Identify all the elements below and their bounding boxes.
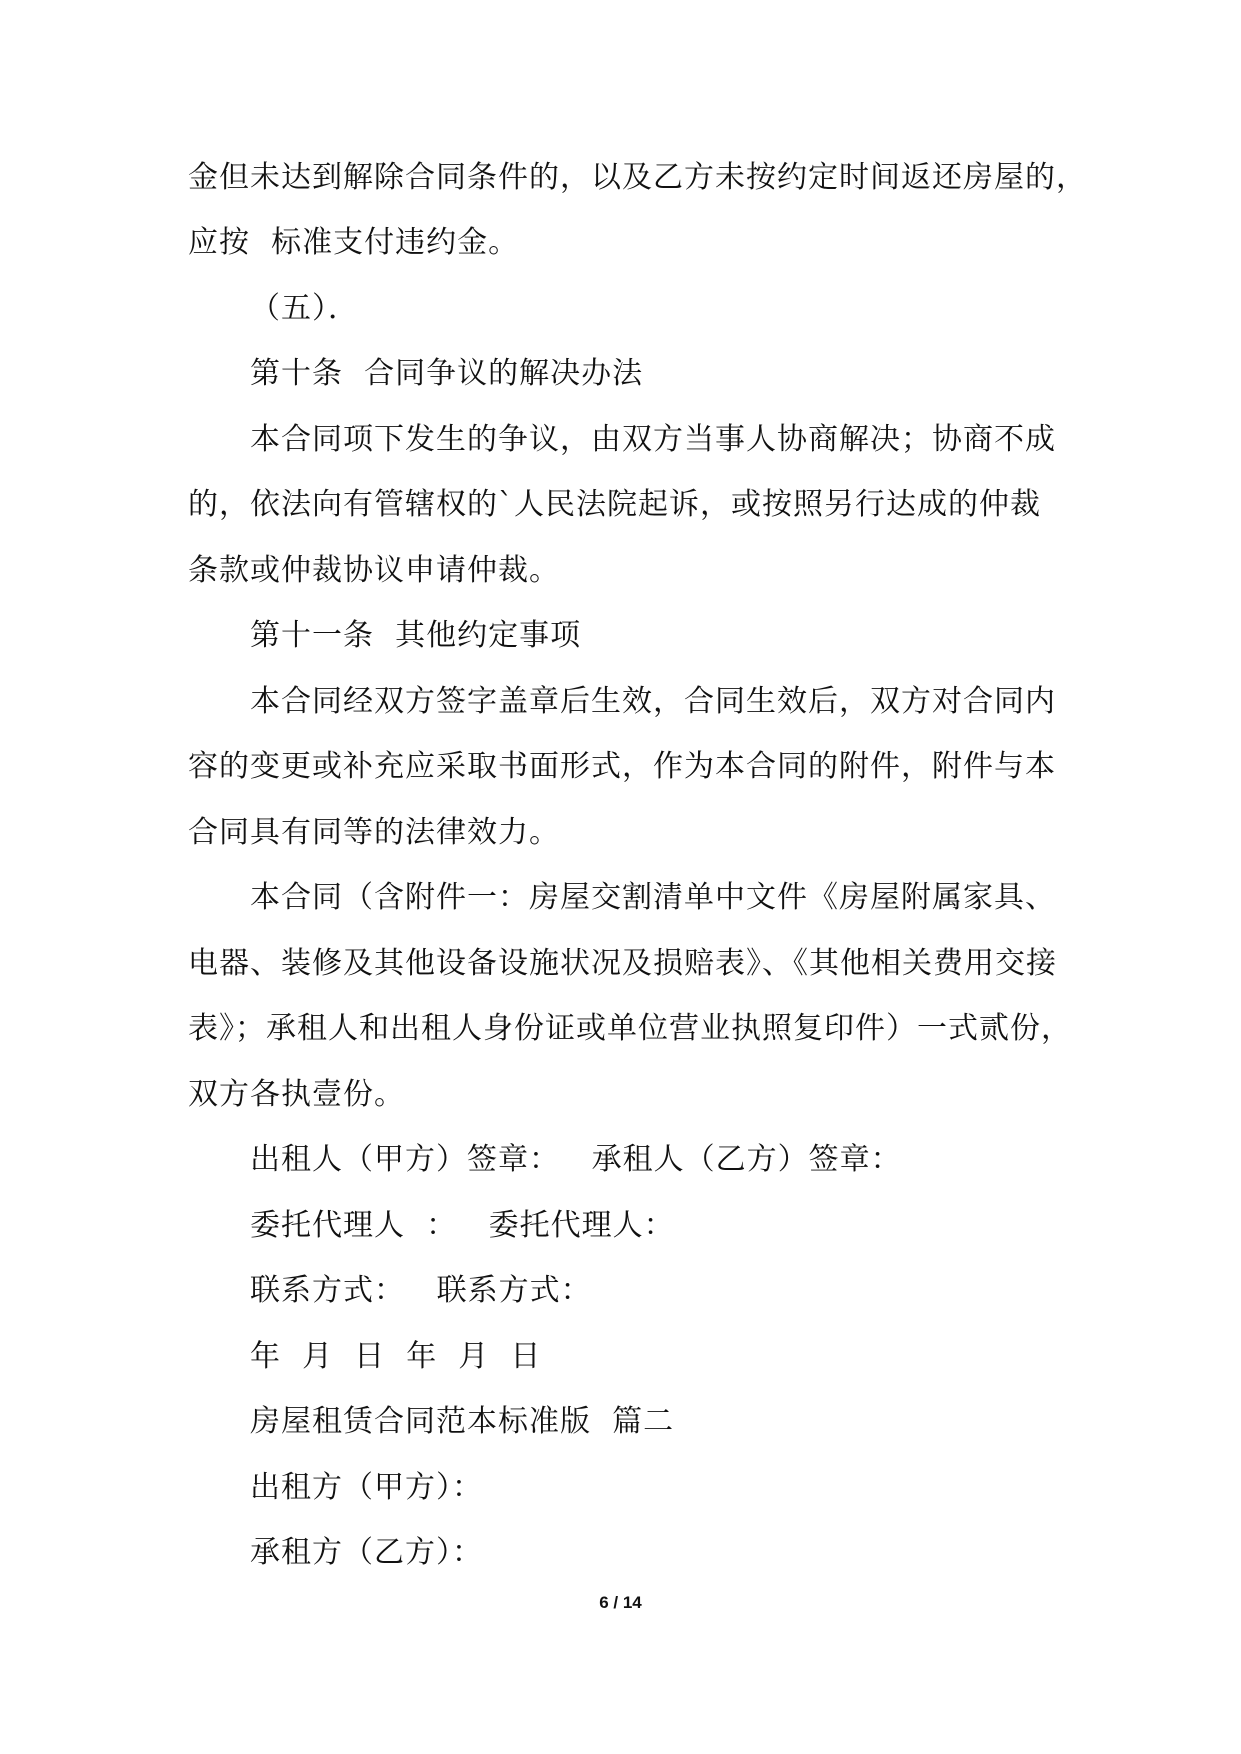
date-line: 年 月 日 年 月 日 [250, 1339, 542, 1374]
body-text-line: 电器、装修及其他设备设施状况及损赔表》、《其他相关费用交接 [188, 946, 1057, 981]
contact-line: 联系方式： 联系方式： [250, 1273, 592, 1308]
body-text-line: 应按 标准支付违约金。 [188, 225, 520, 260]
body-text-line: 合同具有同等的法律效力。 [188, 815, 560, 850]
section-number: （五）． [250, 291, 359, 326]
body-text-line: 本合同经双方签字盖章后生效，合同生效后，双方对合同内 [250, 684, 1056, 719]
body-text-line: 容的变更或补充应采取书面形式，作为本合同的附件，附件与本 [188, 749, 1056, 784]
body-text-line: 金但未达到解除合同条件的，以及乙方未按约定时间返还房屋的， [188, 160, 1087, 195]
article-heading: 第十一条 其他约定事项 [250, 618, 582, 653]
body-text-line: 表》；承租人和出租人身份证或单位营业执照复印件）一式贰份， [188, 1011, 1072, 1046]
body-text-line: 本合同项下发生的争议，由双方当事人协商解决；协商不成 [250, 422, 1056, 457]
party-a-line: 出租方（甲方）： [250, 1470, 483, 1505]
page-number: 6 / 14 [599, 1593, 642, 1612]
body-text-line: 条款或仲裁协议申请仲裁。 [188, 553, 560, 588]
agent-line: 委托代理人 ： 委托代理人： [250, 1208, 675, 1243]
body-text-line: 的，依法向有管辖权的`人民法院起诉，或按照另行达成的仲裁 [188, 487, 1041, 522]
article-heading: 第十条 合同争议的解决办法 [250, 356, 644, 391]
signature-line: 出租人（甲方）签章： 承租人（乙方）签章： [250, 1142, 902, 1177]
body-text-line: 双方各执壹份。 [188, 1077, 405, 1112]
section-heading: 房屋租赁合同范本标准版 篇二 [250, 1404, 675, 1439]
party-b-line: 承租方（乙方）： [250, 1535, 483, 1570]
body-text-line: 本合同（含附件一：房屋交割清单中文件《房屋附属家具、 [250, 880, 1056, 915]
